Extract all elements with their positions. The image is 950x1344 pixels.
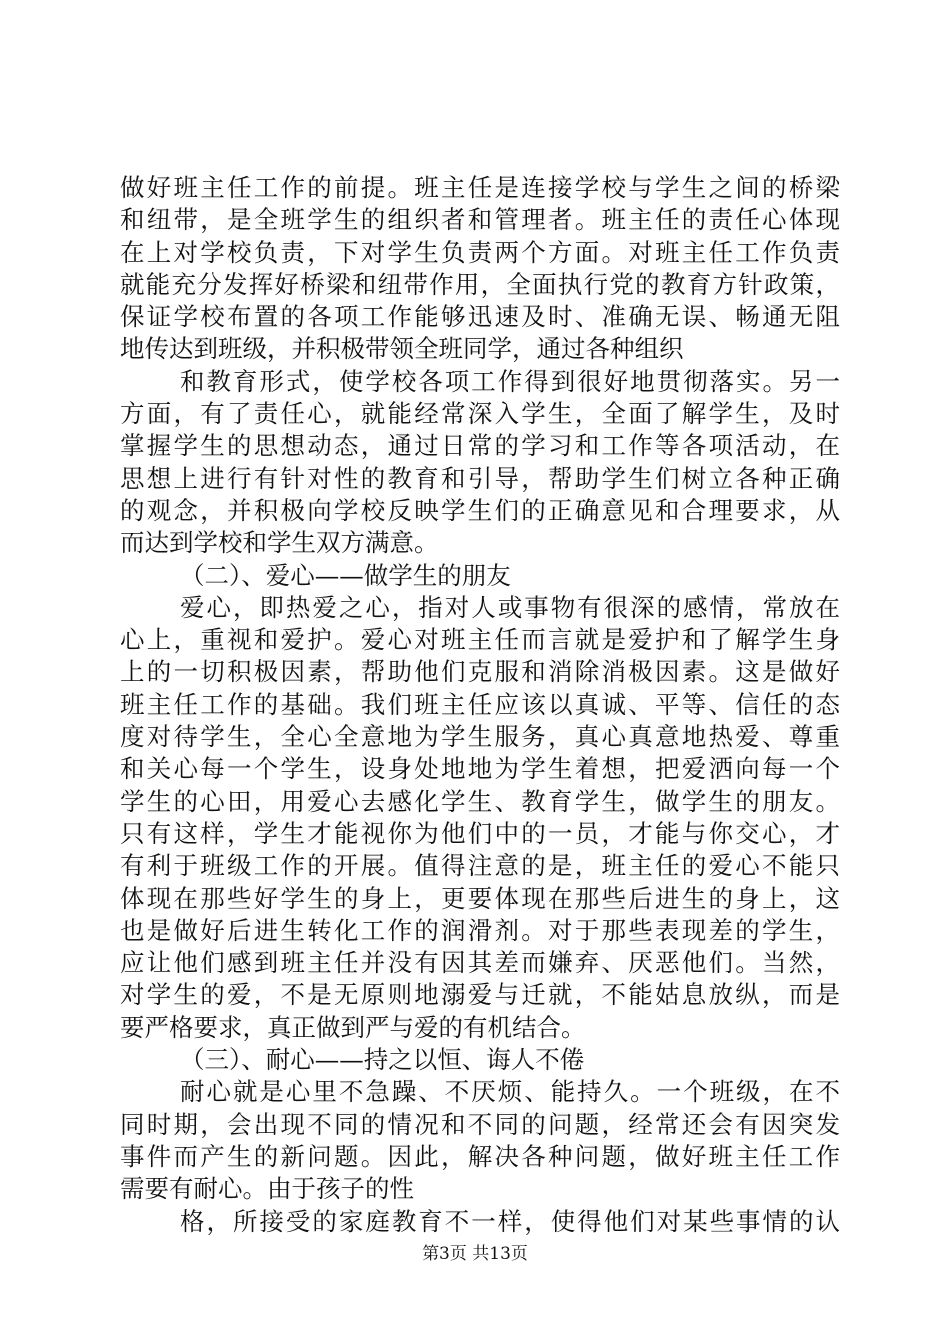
text-line: 上的一切积极因素，帮助他们克服和消除消极因素。这是做好: [120, 657, 840, 687]
text-line: （二）、爱心——做学生的朋友: [180, 560, 511, 590]
text-line: 班主任工作的基础。我们班主任应该以真诚、平等、信任的态: [120, 689, 840, 719]
text-line: 体现在那些好学生的身上，更要体现在那些后进生的身上，这: [120, 883, 840, 913]
text-line: 学生的心田，用爱心去感化学生、教育学生，做学生的朋友。: [120, 786, 840, 816]
text-line: 而达到学校和学生双方满意。: [120, 528, 439, 558]
text-line: 格，所接受的家庭教育不一样，使得他们对某些事情的认: [180, 1206, 840, 1236]
text-line: 要严格要求，真正做到严与爱的有机结合。: [120, 1012, 586, 1042]
text-line: 事件而产生的新问题。因此，解决各种问题，做好班主任工作: [120, 1141, 840, 1171]
text-line: 就能充分发挥好桥梁和纽带作用，全面执行党的教育方针政策，: [120, 269, 840, 299]
text-line: 需要有耐心。由于孩子的性: [120, 1174, 414, 1204]
text-line: 思想上进行有针对性的教育和引导，帮助学生们树立各种正确: [120, 463, 840, 493]
text-line: 掌握学生的思想动态，通过日常的学习和工作等各项活动，在: [120, 431, 840, 461]
page-footer: 第3页 共13页: [422, 1244, 528, 1264]
text-line: 和关心每一个学生，设身处地地为学生着想，把爱洒向每一个: [120, 754, 840, 784]
text-line: 对学生的爱，不是无原则地溺爱与迁就，不能姑息放纵，而是: [120, 980, 840, 1010]
document-body: [120, 172, 840, 1238]
text-line: 在上对学校负责，下对学生负责两个方面。对班主任工作负责: [120, 237, 840, 267]
text-line: 耐心就是心里不急躁、不厌烦、能持久。一个班级，在不: [180, 1077, 840, 1107]
text-line: 有利于班级工作的开展。值得注意的是，班主任的爱心不能只: [120, 851, 840, 881]
text-line: （三）、耐心——持之以恒、诲人不倦: [180, 1045, 585, 1075]
text-line: 也是做好后进生转化工作的润滑剂。对于那些表现差的学生，: [120, 915, 840, 945]
text-line: 应让他们感到班主任并没有因其差而嫌弃、厌恶他们。当然，: [120, 948, 840, 978]
text-line: 和教育形式，使学校各项工作得到很好地贯彻落实。另一: [180, 366, 840, 396]
text-line: 同时期，会出现不同的情况和不同的问题，经常还会有因突发: [120, 1109, 840, 1139]
text-line: 只有这样，学生才能视你为他们中的一员，才能与你交心，才: [120, 818, 840, 848]
text-line: 度对待学生，全心全意地为学生服务，真心真意地热爱、尊重: [120, 722, 840, 752]
text-line: 保证学校布置的各项工作能够迅速及时、准确无误、畅通无阻: [120, 302, 840, 332]
text-line: 爱心，即热爱之心，指对人或事物有很深的感情，常放在: [180, 592, 840, 622]
text-line: 心上，重视和爱护。爱心对班主任而言就是爱护和了解学生身: [120, 625, 840, 655]
text-line: 的观念，并积极向学校反映学生们的正确意见和合理要求，从: [120, 495, 840, 525]
text-line: 地传达到班级，并积极带领全班同学，通过各种组织: [120, 334, 684, 364]
text-line: 方面，有了责任心，就能经常深入学生，全面了解学生，及时: [120, 399, 840, 429]
text-line: 和纽带，是全班学生的组织者和管理者。班主任的责任心体现: [120, 205, 840, 235]
text-line: 做好班主任工作的前提。班主任是连接学校与学生之间的桥梁: [120, 173, 840, 202]
